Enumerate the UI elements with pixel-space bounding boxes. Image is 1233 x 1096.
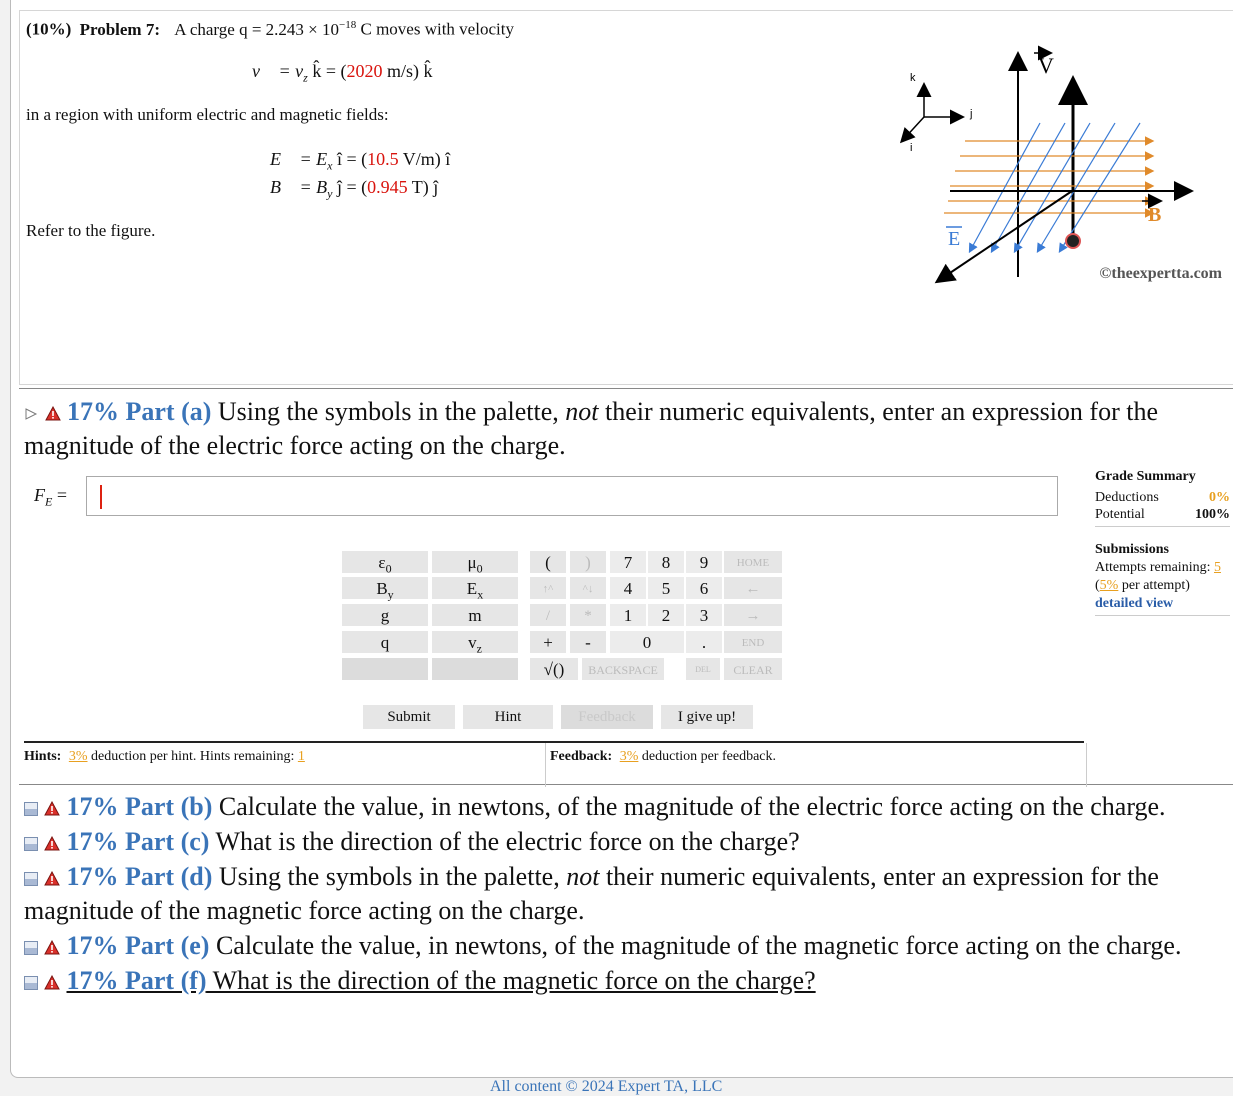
velocity-unit: m/s) k̂	[382, 61, 433, 81]
bfield-value: 0.945	[367, 177, 408, 197]
efield-unit: V/m) î	[398, 149, 451, 169]
key-9[interactable]: 9	[685, 550, 723, 574]
part-d-percent: 17% Part (d)	[66, 862, 213, 891]
bfield-unit: T) ĵ	[407, 177, 439, 197]
warning-icon	[44, 975, 60, 991]
attempts-value: 5	[1213, 560, 1221, 575]
bfield-lhs: B⃗ = B	[270, 177, 328, 197]
per-attempt-text: per attempt)	[1118, 578, 1190, 593]
key-g[interactable]: g	[341, 603, 429, 627]
collapsed-parts	[24, 790, 1229, 999]
problem-header	[26, 19, 514, 40]
submissions-box	[1095, 541, 1230, 616]
efield-lhs: E⃗ = E	[270, 149, 328, 169]
key-left-arrow[interactable]: ←	[723, 576, 783, 600]
hint-button[interactable]: Hint	[463, 705, 553, 729]
expand-arrow-icon[interactable]	[24, 407, 38, 421]
potential-label: Potential	[1095, 507, 1145, 522]
submit-button[interactable]: Submit	[363, 705, 455, 729]
key-dot[interactable]: .	[685, 630, 723, 654]
collapsed-icon[interactable]	[24, 872, 38, 886]
feedback-info	[550, 749, 776, 765]
answer-label-eq: =	[52, 485, 67, 505]
e-label: E	[948, 228, 961, 250]
bfield-mid: ĵ = (	[332, 177, 368, 197]
velocity-value: 2020	[346, 61, 383, 81]
efield-mid: î = (	[332, 149, 368, 169]
charge-dot	[1066, 234, 1080, 248]
i-label: i	[910, 142, 913, 154]
part-f-text: What is the direction of the magnetic force on the charge?	[206, 966, 816, 995]
part-f-title[interactable]	[24, 964, 1229, 998]
part-a-title[interactable]	[24, 395, 1224, 463]
part-c-title[interactable]	[24, 825, 1229, 859]
part-b-title[interactable]	[24, 790, 1229, 824]
hints-pct: 3%	[68, 749, 88, 764]
hints-info	[24, 749, 305, 765]
velocity-lhs: v⃗ = v	[252, 61, 304, 81]
velocity-sub: z	[303, 70, 308, 85]
hints-remaining: 1	[297, 749, 305, 764]
grade-divider	[1095, 526, 1230, 527]
key-vz[interactable]: $v_z$	[431, 630, 519, 654]
copyright-text: ©theexpertta.com	[1099, 265, 1222, 282]
warning-icon	[44, 871, 60, 887]
divider	[1086, 743, 1087, 787]
part-c-percent: 17% Part (c)	[66, 827, 210, 856]
key-mu0[interactable]: $\mu_0$	[431, 550, 519, 574]
part-e-text: Calculate the value, in newtons, of the magnitude of the magnetic force acting on the charge.	[209, 931, 1182, 960]
key-6[interactable]: 6	[685, 576, 723, 600]
answer-label-sub: E	[45, 494, 53, 509]
answer-label-symbol: F	[34, 485, 45, 505]
key-7[interactable]: 7	[609, 550, 647, 574]
feedback-label: Feedback:	[550, 749, 613, 764]
part-d-text-1: Using the symbols in the palette,	[212, 862, 567, 891]
key-5[interactable]: 5	[647, 576, 685, 600]
warning-icon	[44, 836, 60, 852]
bfield-equation	[270, 177, 438, 202]
key-divide[interactable]: /	[529, 603, 567, 627]
detailed-view-link[interactable]: detailed view	[1095, 595, 1230, 616]
key-2[interactable]: 2	[647, 603, 685, 627]
key-home[interactable]: HOME	[723, 550, 783, 574]
collapsed-icon[interactable]	[24, 837, 38, 851]
key-m[interactable]: m	[431, 603, 519, 627]
key-4[interactable]: 4	[609, 576, 647, 600]
part-a-text-em: not	[565, 397, 599, 426]
feedback-text: deduction per feedback.	[638, 749, 776, 764]
deductions-value: 0%	[1209, 490, 1230, 505]
deductions-label: Deductions	[1095, 490, 1159, 505]
key-minus[interactable]: -	[569, 630, 607, 654]
key-0[interactable]: 0	[609, 630, 685, 654]
grade-summary-title: Grade Summary	[1095, 469, 1196, 484]
answer-row	[24, 475, 1064, 517]
part-b-percent: 17% Part (b)	[66, 792, 213, 821]
part-e-percent: 17% Part (e)	[66, 931, 210, 960]
key-down[interactable]: ^↓	[569, 576, 607, 600]
per-attempt-open: (	[1095, 578, 1100, 593]
field-figure	[880, 41, 1233, 301]
velocity-mid: k̂ = (	[307, 61, 347, 81]
key-blank-2	[431, 657, 519, 681]
key-q[interactable]: q	[341, 630, 429, 654]
problem-label: Problem 7:	[79, 19, 160, 39]
grade-summary	[1095, 469, 1230, 527]
problem-intro-exponent: −18	[339, 19, 357, 31]
key-plus[interactable]: +	[529, 630, 567, 654]
key-end[interactable]: END	[723, 630, 783, 654]
efield-equation	[270, 149, 450, 174]
key-up[interactable]: ↑^	[529, 576, 567, 600]
key-epsilon0[interactable]: $\varepsilon_0$	[341, 550, 429, 574]
part-f-percent: 17% Part (f)	[66, 966, 207, 995]
key-by[interactable]: $B_y$	[341, 576, 429, 600]
footer-copyright: All content © 2024 Expert TA, LLC	[490, 1078, 723, 1095]
part-a-section	[19, 388, 1233, 785]
attempts-label: Attempts remaining:	[1095, 560, 1214, 575]
e-field-lines	[970, 123, 1140, 251]
part-a-text-2: their numeric equivalents, enter an expression for the magnitude of the electric force acting on the charge.	[24, 397, 1159, 460]
i-axis	[902, 117, 924, 141]
text-caret	[100, 485, 102, 509]
collapsed-icon[interactable]	[24, 976, 38, 990]
part-c-text: What is the direction of the electric force on the charge?	[209, 827, 800, 856]
region-text: in a region with uniform electric and magnetic fields:	[26, 105, 389, 124]
problem-intro: A charge q = 2.243 × 10	[174, 19, 340, 39]
answer-label	[34, 485, 67, 510]
key-ex[interactable]: $E_x$	[431, 576, 519, 600]
b-label: B	[1148, 204, 1162, 226]
part-a-text-1: Using the symbols in the palette,	[211, 397, 566, 426]
part-a-percent: 17% Part (a)	[67, 397, 212, 426]
problem-intro-end: C moves with velocity	[360, 19, 514, 39]
key-1[interactable]: 1	[609, 603, 647, 627]
k-label: k	[910, 72, 916, 84]
key-backspace[interactable]: BACKSPACE	[581, 657, 665, 681]
part-d-title[interactable]	[24, 860, 1229, 928]
problem-statement	[19, 10, 1233, 385]
key-blank-1	[341, 657, 429, 681]
key-sqrt[interactable]: √()	[529, 657, 579, 681]
potential-value: 100%	[1195, 507, 1230, 522]
key-multiply[interactable]: *	[569, 603, 607, 627]
part-d-text-em: not	[566, 862, 600, 891]
key-del[interactable]: DEL	[685, 657, 721, 681]
collapsed-icon[interactable]	[24, 941, 38, 955]
refer-text: Refer to the figure.	[26, 221, 156, 240]
key-clear[interactable]: CLEAR	[723, 657, 783, 681]
warning-icon	[45, 406, 61, 422]
submissions-title: Submissions	[1095, 542, 1169, 557]
feedback-pct: 3%	[619, 749, 639, 764]
key-rparen[interactable]: )	[569, 550, 607, 574]
hints-label: Hints:	[24, 749, 62, 764]
hints-text: deduction per hint. Hints remaining:	[87, 749, 298, 764]
page-frame	[10, 0, 1233, 1078]
per-attempt-pct: 5%	[1099, 578, 1119, 593]
warning-icon	[44, 801, 60, 817]
hints-feedback-row	[24, 741, 1084, 785]
key-3[interactable]: 3	[685, 603, 723, 627]
problem-weight: (10%)	[26, 19, 72, 39]
efield-value: 10.5	[367, 149, 399, 169]
answer-input[interactable]	[86, 476, 1058, 516]
j-label: j	[970, 108, 973, 120]
part-e-title[interactable]	[24, 929, 1229, 963]
give-up-button[interactable]: I give up!	[661, 705, 753, 729]
feedback-button[interactable]: Feedback	[561, 705, 653, 729]
part-b-text: Calculate the value, in newtons, of the magnitude of the electric force acting on the charge.	[212, 792, 1166, 821]
warning-icon	[44, 940, 60, 956]
key-8[interactable]: 8	[647, 550, 685, 574]
key-right-arrow[interactable]: →	[723, 603, 783, 627]
divider	[545, 743, 546, 787]
key-lparen[interactable]: (	[529, 550, 567, 574]
bfield-sub: y	[327, 186, 333, 201]
efield-sub: x	[327, 158, 333, 173]
v-label: V	[1038, 53, 1054, 78]
collapsed-icon[interactable]	[24, 802, 38, 816]
part-d-text-2: their numeric equivalents, enter an expression for the magnitude of the magnetic force acting on the charge.	[24, 862, 1159, 925]
velocity-equation	[252, 61, 432, 86]
